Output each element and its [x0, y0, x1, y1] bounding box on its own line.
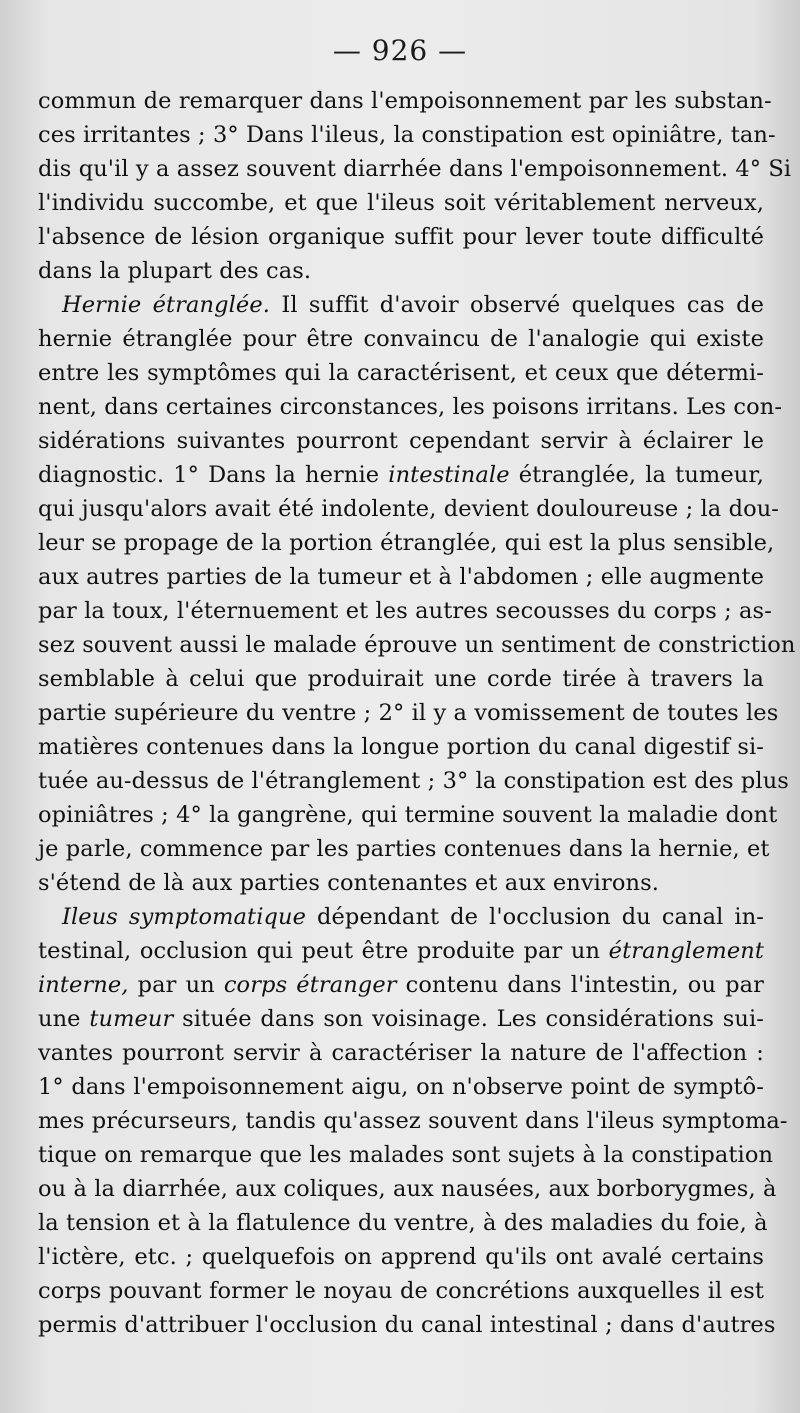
text-run: par la toux, l'éternuement et les autres secousses du corps ; as- [38, 598, 772, 624]
text-run: diagnostic. 1° Dans la hernie [38, 462, 389, 488]
text-line [38, 764, 789, 798]
text-run: contenu dans l'intestin, ou par [396, 972, 764, 998]
text-run: testinal, occlusion qui peut être produite par un [38, 938, 609, 964]
text-line [38, 594, 772, 628]
text-run: opiniâtres ; 4° la gangrène, qui termine souvent la maladie dont [38, 802, 778, 828]
text-run: s'étend de là aux parties contenantes et aux environs. [38, 870, 659, 896]
italic-run: interne, [38, 972, 129, 998]
text-run: corps pouvant former le noyau de concrétions auxquelles il est [38, 1278, 764, 1304]
text-line [38, 254, 764, 288]
text-run: l'individu succombe, et que l'ileus soit véritablement nerveux, [38, 190, 764, 216]
text-line [38, 1172, 777, 1206]
text-line [38, 390, 783, 424]
text-run: mes précurseurs, tandis qu'assez souvent dans l'ileus symptoma- [38, 1108, 788, 1134]
text-run: tuée au-dessus de l'étranglement ; 3° la constipation est des plus [38, 768, 789, 794]
text-line [38, 152, 792, 186]
text-line [38, 696, 779, 730]
text-line [38, 322, 764, 356]
text-line [38, 628, 796, 662]
text-line [38, 798, 778, 832]
text-line [38, 900, 764, 934]
text-run: par un [128, 972, 224, 998]
text-run: nent, dans certaines circonstances, les poisons irritans. Les con- [38, 394, 783, 420]
text-line [38, 968, 764, 1002]
body-text [38, 84, 796, 1342]
italic-run: étranglement [608, 938, 764, 964]
italic-run: Ileus symptomatique [62, 904, 307, 930]
text-run: entre les symptômes qui la caractérisent, et ceux que détermi- [38, 360, 764, 386]
text-run: dis qu'il y a assez souvent diarrhée dans l'empoisonnement. 4° Si [38, 156, 792, 182]
text-line [38, 356, 764, 390]
text-line [38, 1002, 764, 1036]
text-line [38, 1104, 788, 1138]
text-line [38, 1240, 764, 1274]
text-run: je parle, commence par les parties contenues dans la hernie, et [38, 836, 770, 862]
text-line [38, 1274, 764, 1308]
text-line [38, 220, 764, 254]
text-line [38, 186, 764, 220]
text-line [38, 934, 764, 968]
text-line [38, 560, 764, 594]
text-line [38, 492, 780, 526]
text-run: la tension et à la flatulence du ventre, à des maladies du foie, à [38, 1210, 768, 1236]
text-run: tique on remarque que les malades sont sujets à la constipation [38, 1142, 774, 1168]
text-line [38, 1206, 768, 1240]
text-line [38, 662, 764, 696]
text-run: étranglée, la tumeur, [509, 462, 764, 488]
text-run: qui jusqu'alors avait été indolente, devient douloureuse ; la dou- [38, 496, 780, 522]
text-line [38, 424, 764, 458]
text-run: dans la plupart des cas. [38, 258, 312, 284]
text-run: une [38, 1006, 90, 1032]
text-line [38, 118, 776, 152]
italic-run: tumeur [89, 1006, 174, 1032]
text-run: hernie étranglée pour être convaincu de l'analogie qui existe [38, 326, 764, 352]
text-line [38, 730, 764, 764]
text-run: 1° dans l'empoisonnement aigu, on n'observe point de symptô- [38, 1074, 764, 1100]
text-run: ou à la diarrhée, aux coliques, aux nausées, aux borborygmes, à [38, 1176, 777, 1202]
text-line [38, 1036, 764, 1070]
text-run: aux autres parties de la tumeur et à l'abdomen ; elle augmente [38, 564, 764, 590]
text-run: sez souvent aussi le malade éprouve un sentiment de constriction [38, 632, 796, 658]
text-run: ces irritantes ; 3° Dans l'ileus, la constipation est opiniâtre, tan- [38, 122, 776, 148]
text-run: dépendant de l'occlusion du canal in- [306, 904, 765, 930]
text-run: située dans son voisinage. Les considérations sui- [173, 1006, 764, 1032]
text-line [38, 1308, 776, 1342]
text-run: partie supérieure du ventre ; 2° il y a vomissement de toutes les [38, 700, 779, 726]
text-line [38, 84, 772, 118]
text-run: vantes pourront servir à caractériser la nature de l'affection : [38, 1040, 764, 1066]
italic-run: corps étranger [223, 972, 397, 998]
text-run: Il suffit d'avoir observé quelques cas de [270, 292, 764, 318]
text-run: l'ictère, etc. ; quelquefois on apprend qu'ils ont avalé certains [38, 1244, 764, 1270]
text-run: semblable à celui que produirait une corde tirée à travers la [38, 666, 764, 692]
text-run: l'absence de lésion organique suffit pour lever toute difficulté [38, 224, 764, 250]
text-line [38, 288, 764, 322]
page-number-header: — 926 — [332, 34, 468, 67]
text-line [38, 866, 764, 900]
text-line [38, 832, 770, 866]
text-run: sidérations suivantes pourront cependant servir à éclairer le [38, 428, 764, 454]
italic-run: Hernie étranglée. [62, 292, 271, 318]
text-line [38, 526, 775, 560]
text-run: leur se propage de la portion étranglée, qui est la plus sensible, [38, 530, 775, 556]
text-run: matières contenues dans la longue portion du canal digestif si- [38, 734, 764, 760]
text-line [38, 1138, 774, 1172]
text-run: permis d'attribuer l'occlusion du canal intestinal ; dans d'autres [38, 1312, 776, 1338]
text-run: commun de remarquer dans l'empoisonnement par les substan- [38, 88, 772, 114]
text-line [38, 1070, 764, 1104]
italic-run: intestinale [388, 462, 510, 488]
text-line [38, 458, 764, 492]
